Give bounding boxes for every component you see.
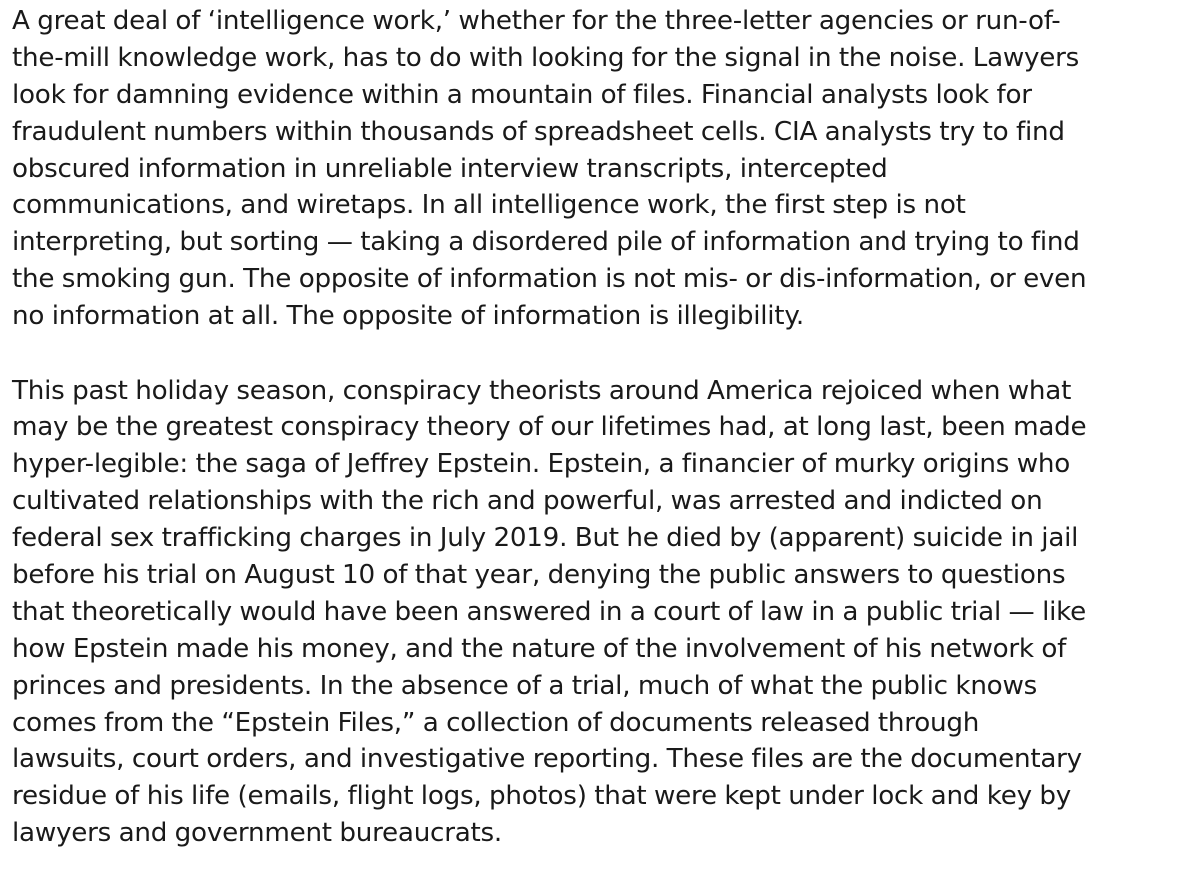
text-line: lawyers and government bureaucrats.: [12, 818, 503, 849]
text-line: princes and presidents. In the absence of a trial, much of what the public knows: [12, 670, 1038, 701]
article-body: [12, 3, 1192, 852]
text-line: look for damning evidence within a mountain of files. Financial analysts look for: [12, 79, 1032, 110]
text-line: how Epstein made his money, and the nature of the involvement of his network of: [12, 633, 1067, 664]
text-line: This past holiday season, conspiracy theorists around America rejoiced when what: [12, 375, 1072, 406]
text-line: federal sex trafficking charges in July 2019. But he died by (apparent) suicide in jail: [12, 523, 1079, 554]
text-line: the smoking gun. The opposite of information is not mis- or dis-information, or even: [12, 264, 1087, 295]
text-line: lawsuits, court orders, and investigative reporting. These files are the documentary: [12, 744, 1082, 775]
text-line: hyper-legible: the saga of Jeffrey Epstein. Epstein, a financier of murky origins who: [12, 449, 1070, 480]
text-line: that theoretically would have been answered in a court of law in a public trial — like: [12, 596, 1086, 627]
text-line: residue of his life (emails, flight logs, photos) that were kept under lock and key by: [12, 781, 1072, 812]
paragraph-spacer: [12, 335, 1192, 373]
text-line: obscured information in unreliable interview transcripts, intercepted: [12, 153, 888, 184]
paragraph-epstein: [12, 373, 1192, 853]
text-line: fraudulent numbers within thousands of spreadsheet cells. CIA analysts try to find: [12, 116, 1065, 147]
text-line: no information at all. The opposite of information is illegibility.: [12, 301, 804, 332]
text-line: interpreting, but sorting — taking a disordered pile of information and trying to find: [12, 227, 1080, 258]
text-line: comes from the “Epstein Files,” a collection of documents released through: [12, 707, 980, 738]
text-line: A great deal of ‘intelligence work,’ whether for the three-letter agencies or run-of-: [12, 6, 1061, 36]
paragraph-intro: [12, 3, 1192, 335]
text-line: may be the greatest conspiracy theory of our lifetimes had, at long last, been made: [12, 412, 1087, 443]
text-line: before his trial on August 10 of that year, denying the public answers to questions: [12, 559, 1066, 590]
text-line: the-mill knowledge work, has to do with looking for the signal in the noise. Lawyers: [12, 42, 1080, 73]
text-line: cultivated relationships with the rich and powerful, was arrested and indicted on: [12, 486, 1043, 517]
text-line: communications, and wiretaps. In all intelligence work, the first step is not: [12, 190, 966, 221]
